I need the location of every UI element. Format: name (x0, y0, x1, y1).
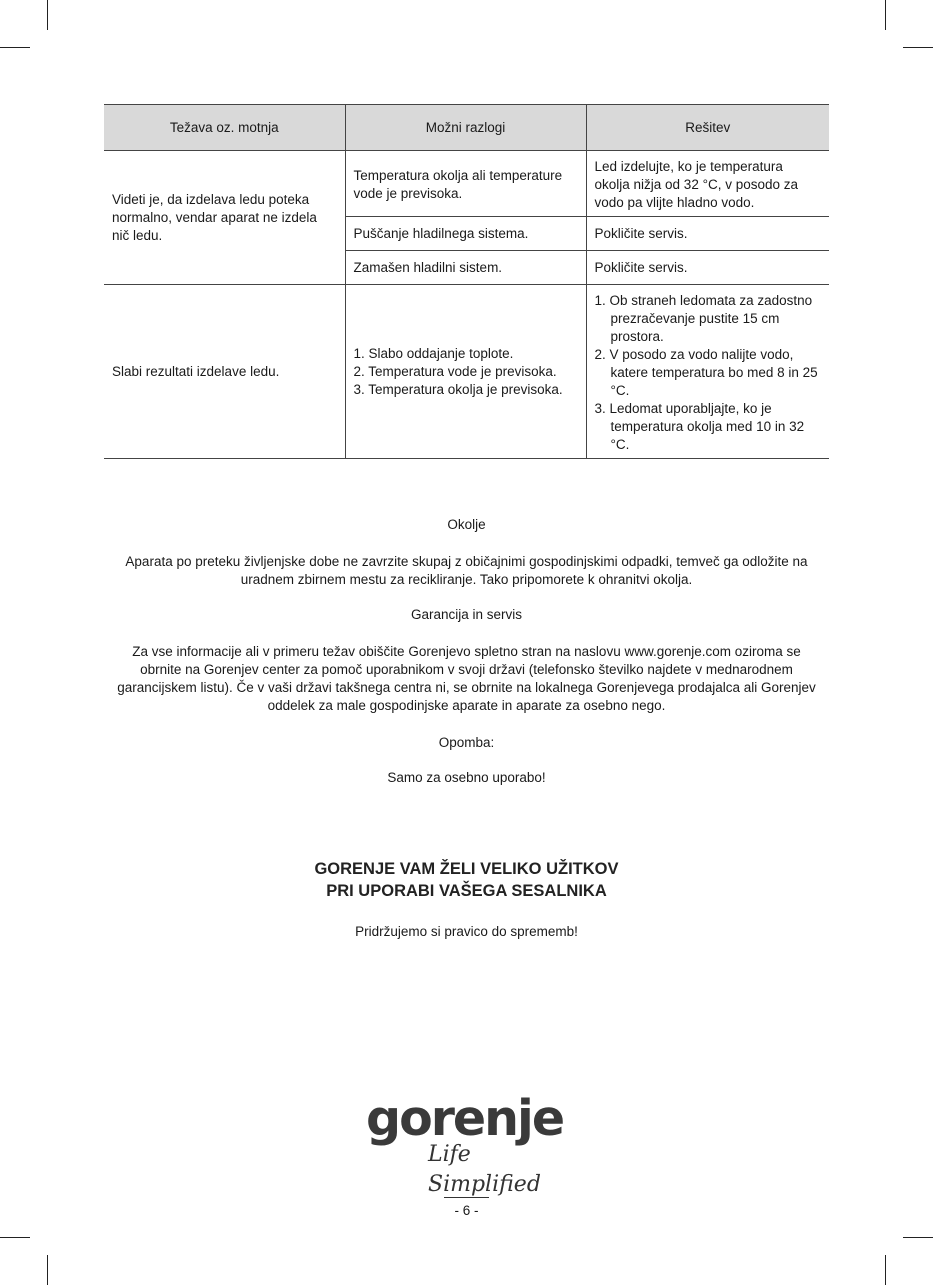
cause-line: 3. Temperatura okolja je previsoka. (353, 381, 563, 397)
column-header-causes: Možni razlogi (345, 105, 586, 151)
note-text: Samo za osebno uporabo! (387, 770, 546, 785)
warranty-text: Za vse informacije ali v primeru težav obiščite Gorenjevo spletno stran na naslovu www.gorenje.com oziroma se obrnite na Gorenjev center za pomoč uporabnikom v svoji državi (telefonsko številko najdete v mednarodnem garancijskem listu). Če v vaši državi takšnega centra ni, se obrnite na lokalnega Gorenjevega prodajalca ali Gorenjev oddelek za male gospodinjske aparate in aparate za osebno nego. (117, 644, 816, 713)
solution-cell (586, 285, 829, 459)
warranty-heading: Garancija in servis (410, 607, 523, 622)
troubleshooting-table (104, 104, 829, 459)
cause-cell (345, 285, 586, 459)
solution-step: 1. Ob straneh ledomata za zadostno prezračevanje pustite 15 cm prostora. (594, 293, 813, 344)
environment-text: Aparata po preteku življenjske dobe ne zavrzite skupaj z običajnimi gospodinjskimi odpadki, temveč ga odložite na uradnem zbirnem mestu za recikliranje. Tako pripomorete k ohranitvi okolja. (125, 554, 808, 587)
environment-heading: Okolje (447, 517, 486, 532)
problem-cell: Slabi rezultati izdelave ledu. (104, 285, 345, 459)
crop-mark (47, 0, 48, 30)
logo-wordmark: gorenje (366, 1090, 564, 1147)
solution-step: 3. Ledomat uporabljajte, ko je temperatura okolja med 10 in 32 °C. (594, 401, 805, 452)
cause-cell: Puščanje hladilnega sistema. (345, 217, 586, 251)
column-header-solution: Rešitev (586, 105, 829, 151)
cause-line: 2. Temperatura vode je previsoka. (353, 363, 557, 379)
solution-cell: Led izdelujte, ko je temperatura okolja nižja od 32 °C, v posodo za vodo pa vlijte hladno vodo. (586, 151, 829, 217)
note-heading: Opomba: (438, 735, 495, 750)
closing-headline-line1: GORENJE VAM ŽELI VELIKO UŽITKOV (314, 860, 619, 878)
page-number: - 6 - (454, 1203, 479, 1218)
page-number-rule (444, 1197, 489, 1198)
cause-cell: Temperatura okolja ali temperature vode je previsoka. (345, 151, 586, 217)
problem-cell: Videti je, da izdelava ledu poteka normalno, vendar aparat ne izdela nič ledu. (104, 151, 345, 285)
crop-mark (47, 1255, 48, 1285)
reserve-rights-text: Pridržujemo si pravico do sprememb! (355, 924, 578, 939)
crop-mark (0, 1237, 30, 1238)
cause-cell: Zamašen hladilni sistem. (345, 251, 586, 285)
crop-mark (903, 47, 933, 48)
logo-tagline: Life Simplified (428, 1142, 541, 1197)
table-header-row (104, 105, 829, 151)
closing-headline-line2: PRI UPORABI VAŠEGA SESALNIKA (326, 882, 607, 900)
crop-mark (885, 1255, 886, 1285)
solution-cell: Pokličite servis. (586, 251, 829, 285)
solution-step: 2. V posodo za vodo nalijte vodo, katere temperatura bo med 8 in 25 °C. (594, 347, 818, 398)
cause-line: 1. Slabo oddajanje toplote. (353, 345, 514, 361)
gorenje-logo (366, 1090, 586, 1197)
crop-mark (885, 0, 886, 30)
crop-mark (0, 47, 30, 48)
column-header-problem: Težava oz. motnja (104, 105, 345, 151)
crop-mark (903, 1237, 933, 1238)
solution-cell: Pokličite servis. (586, 217, 829, 251)
table-row (104, 285, 829, 459)
table-row (104, 151, 829, 217)
